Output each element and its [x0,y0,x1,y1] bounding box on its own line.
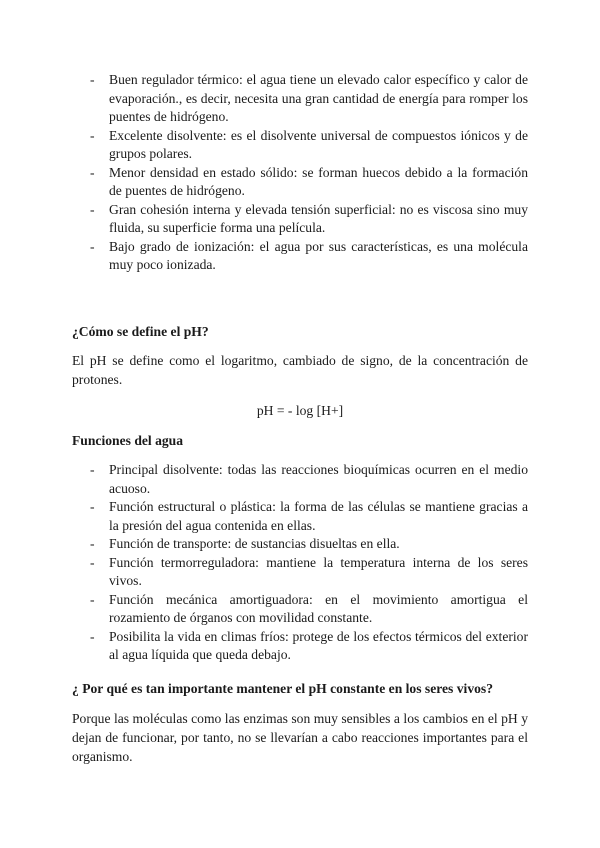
water-properties-list [90,71,528,275]
dash-bullet: - [90,72,95,87]
list-item [90,498,528,535]
list-item-text: Bajo grado de ionización: el agua por sus características, es una molécula muy poco ionizada. [109,238,528,272]
list-item [90,127,528,164]
list-item [90,591,528,628]
list-item-text: Principal disolvente: todas las reacciones bioquímicas ocurren en el medio acuoso. [109,462,528,496]
list-item [90,201,528,238]
list-item [90,461,528,498]
list-item [90,164,528,201]
ph-heading: ¿Cómo se define el pH? [72,324,209,339]
list-item-text: Menor densidad en estado sólido: se forman huecos debido a la formación de puentes de hidrógeno. [109,164,528,198]
functions-heading: Funciones del agua [72,433,184,448]
dash-bullet: - [90,201,95,217]
question-heading: ¿ Por qué es tan importante mantener el pH constante en los seres vivos? [72,681,494,696]
list-item [90,628,528,665]
list-item [90,238,528,275]
dash-bullet: - [90,164,95,180]
dash-bullet: - [90,536,95,551]
dash-bullet: - [90,554,95,570]
list-item [90,554,528,591]
water-functions-list [90,461,528,665]
list-item-text: Función de transporte: de sustancias disueltas en ella. [109,536,400,551]
list-item-text: Excelente disolvente: es el disolvente universal de compuestos iónicos y de grupos polares. [109,127,528,161]
list-item-text: Función estructural o plástica: la forma de las células se mantiene gracias a la presión del agua contenida en ellas. [109,499,528,533]
question-answer: Porque las moléculas como las enzimas son muy sensibles a los cambios en el pH y dejan de funcionar, por tanto, no se llevarían a cabo reacciones importantes para el organismo. [72,711,528,764]
list-item [90,535,528,554]
list-item-text: Gran cohesión interna y elevada tensión superficial: no es viscosa sino muy fluida, su superficie forma una película. [109,201,528,235]
dash-bullet: - [90,462,95,477]
ph-formula: pH = - log [H+] [256,403,344,418]
dash-bullet: - [90,499,95,514]
dash-bullet: - [90,127,95,143]
list-item-text: Posibilita la vida en climas fríos: protege de los efectos térmicos del exterior al agua líquida que queda debajo. [109,628,528,662]
list-item [90,71,528,127]
dash-bullet: - [90,238,95,254]
dash-bullet: - [90,591,95,607]
list-item-text: Función mecánica amortiguadora: en el movimiento amortigua el rozamiento de órganos con movilidad constante. [109,591,528,625]
list-item-text: Función termorreguladora: mantiene la temperatura interna de los seres vivos. [109,554,528,588]
ph-definition: El pH se define como el logaritmo, cambiado de signo, de la concentración de protones. [72,353,528,387]
list-item-text: Buen regulador térmico: el agua tiene un elevado calor específico y calor de evaporación., es decir, necesita una gran cantidad de energía para romper los puentes de hidrógeno. [109,72,528,124]
dash-bullet: - [90,628,95,644]
